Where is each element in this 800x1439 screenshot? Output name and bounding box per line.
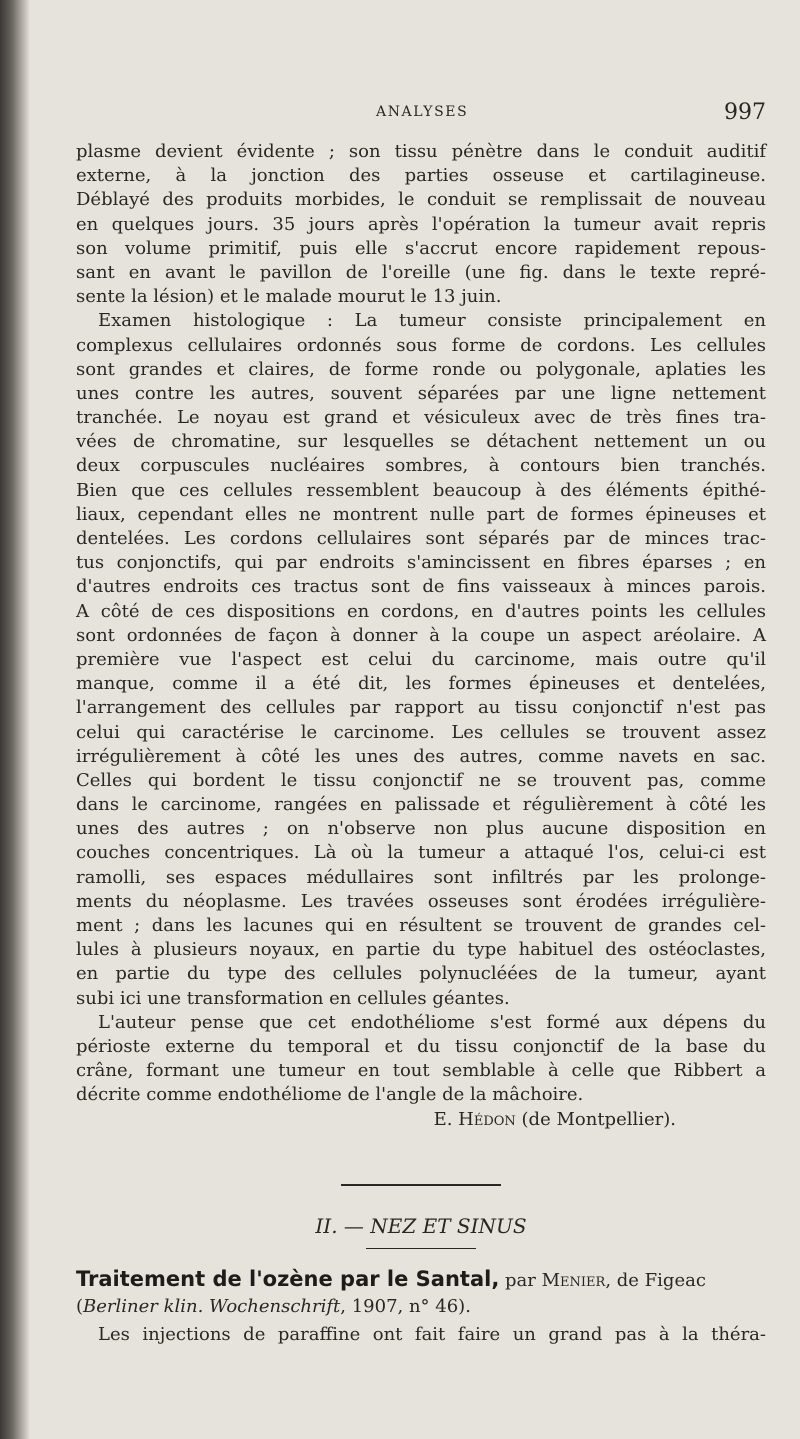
text-line: liaux, cependant elles ne montrent nulle part de formes épineuses et <box>76 503 766 525</box>
page-edge-shadow <box>0 0 30 1439</box>
text-line: en quelques jours. 35 jours après l'opération la tumeur avait repris <box>76 213 766 235</box>
text-line: unes des autres ; on n'observe non plus aucune disposition en <box>76 818 766 840</box>
article-body <box>76 140 766 1132</box>
text-line: couches concentriques. Là où la tumeur a attaqué l'os, celui-ci est <box>76 842 766 864</box>
text-line: décrite comme endothéliome de l'angle de la mâchoire. <box>76 1084 584 1106</box>
signature-name: Hédon <box>458 1108 516 1130</box>
text-line: en partie du type des cellules polynucléées de la tumeur, ayant <box>76 963 766 985</box>
text-line: périoste externe du temporal et du tissu conjonctif de la base du <box>76 1035 766 1057</box>
text-line: tranchée. Le noyau est grand et vésiculeux avec de très fines tra- <box>76 407 766 429</box>
paragraph-1 <box>76 140 766 309</box>
text-line: Examen histologique : La tumeur consiste principalement en <box>98 310 766 332</box>
text-line: dentelées. Les cordons cellulaires sont séparés par de minces trac- <box>76 528 766 549</box>
text-line: tus conjonctifs, qui par endroits s'amincissent en fibres éparses ; en <box>76 552 766 574</box>
text-line: ment ; dans les lacunes qui en résultent se trouvent de grandes cel- <box>76 915 766 936</box>
text-line: Bien que ces cellules ressemblent beaucoup à des éléments épithé- <box>76 479 766 501</box>
text-line: sente la lésion) et le malade mourut le 13 juin. <box>76 286 502 308</box>
text-line: manque, comme il a été dit, les formes épineuses et dentelées, <box>76 673 766 695</box>
text-line: L'auteur pense que cet endothéliome s'est formé aux dépens du <box>98 1011 766 1033</box>
text-line: d'autres endroits ces tractus sont de fins vaisseaux à minces parois. <box>76 576 766 598</box>
text-line: externe, à la jonction des parties osseuse et cartilagineuse. <box>76 165 766 187</box>
section-title-underline <box>366 1248 476 1249</box>
signature-affiliation: (de Montpellier). <box>515 1108 676 1130</box>
text-line: lules à plusieurs noyaux, en partie du type habituel des ostéoclastes, <box>76 939 766 961</box>
text-line: sont ordonnées de façon à donner à la coupe un aspect aréolaire. A <box>76 624 766 646</box>
reference-journal: Berliner klin. Wochenschrift <box>83 1296 341 1317</box>
text-line: son volume primitif, puis elle s'accrut encore rapidement repous- <box>76 237 766 259</box>
text-line: l'arrangement des cellules par rapport au tissu conjonctif n'est pas <box>76 697 766 719</box>
reference-details: , 1907, n° 46). <box>340 1296 471 1317</box>
text-line: unes contre les autres, souvent séparées par une ligne nettement <box>76 382 766 404</box>
text-line: sont grandes et claires, de forme ronde ou polygonale, aplaties les <box>76 358 766 380</box>
reference-open: ( <box>76 1296 84 1317</box>
running-head: ANALYSES <box>376 104 469 120</box>
text-line: plasme devient évidente ; son tissu pénètre dans le conduit auditif <box>76 141 766 162</box>
text-line: dans le carcinome, rangées en palissade et régulièrement à côté les <box>76 794 766 816</box>
text-line: Déblayé des produits morbides, le conduit se remplissait de nouveau <box>76 189 766 211</box>
text-line: première vue l'aspect est celui du carcinome, mais outre qu'il <box>76 648 766 670</box>
abstract-location: , de Figeac <box>605 1270 706 1291</box>
text-line: A côté de ces dispositions en cordons, en d'autres points les cellules <box>76 600 766 622</box>
text-line: complexus cellulaires ordonnés sous forme de cordons. Les cellules <box>76 334 766 356</box>
paragraph-3 <box>76 1011 766 1108</box>
text-line: ramolli, ses espaces médullaires sont infiltrés par les prolonge- <box>76 866 766 888</box>
text-line: irrégulièrement à côté les unes des autres, comme navets en sac. <box>76 745 766 767</box>
abstract-entry <box>76 1265 766 1349</box>
abstract-title: Traitement de l'ozène par le Santal, <box>76 1267 500 1291</box>
section-title: II. — NEZ ET SINUS <box>315 1214 527 1238</box>
text-line: deux corpuscules nucléaires sombres, à contours bien tranchés. <box>76 455 766 477</box>
text-line: vées de chromatine, sur lesquelles se détachent nettement un ou <box>76 431 766 453</box>
abstract-first-line: Les injections de paraffine ont fait faire un grand pas à la théra- <box>98 1324 766 1345</box>
signature <box>76 1108 766 1132</box>
text-line: Celles qui bordent le tissu conjonctif ne se trouvent pas, comme <box>76 769 766 791</box>
abstract-by: par <box>499 1270 542 1291</box>
text-line: sant en avant le pavillon de l'oreille (une fig. dans le texte repré- <box>76 261 766 283</box>
signature-initial: E. <box>433 1108 459 1130</box>
abstract-reference <box>76 1293 766 1321</box>
abstract-heading <box>76 1265 766 1293</box>
paragraph-2 <box>76 309 766 1010</box>
page-number: 997 <box>724 100 766 125</box>
text-line: subi ici une transformation en cellules géantes. <box>76 987 510 1009</box>
abstract-author: Menier <box>541 1270 606 1291</box>
text-line: celui qui caractérise le carcinome. Les cellules se trouvent assez <box>76 721 766 743</box>
page-header <box>76 100 766 130</box>
text-line: ments du néoplasme. Les travées osseuses sont érodées irrégulière- <box>76 890 766 912</box>
section-divider <box>341 1184 501 1186</box>
text-line: crâne, formant une tumeur en tout semblable à celle que Ribbert a <box>76 1060 766 1082</box>
